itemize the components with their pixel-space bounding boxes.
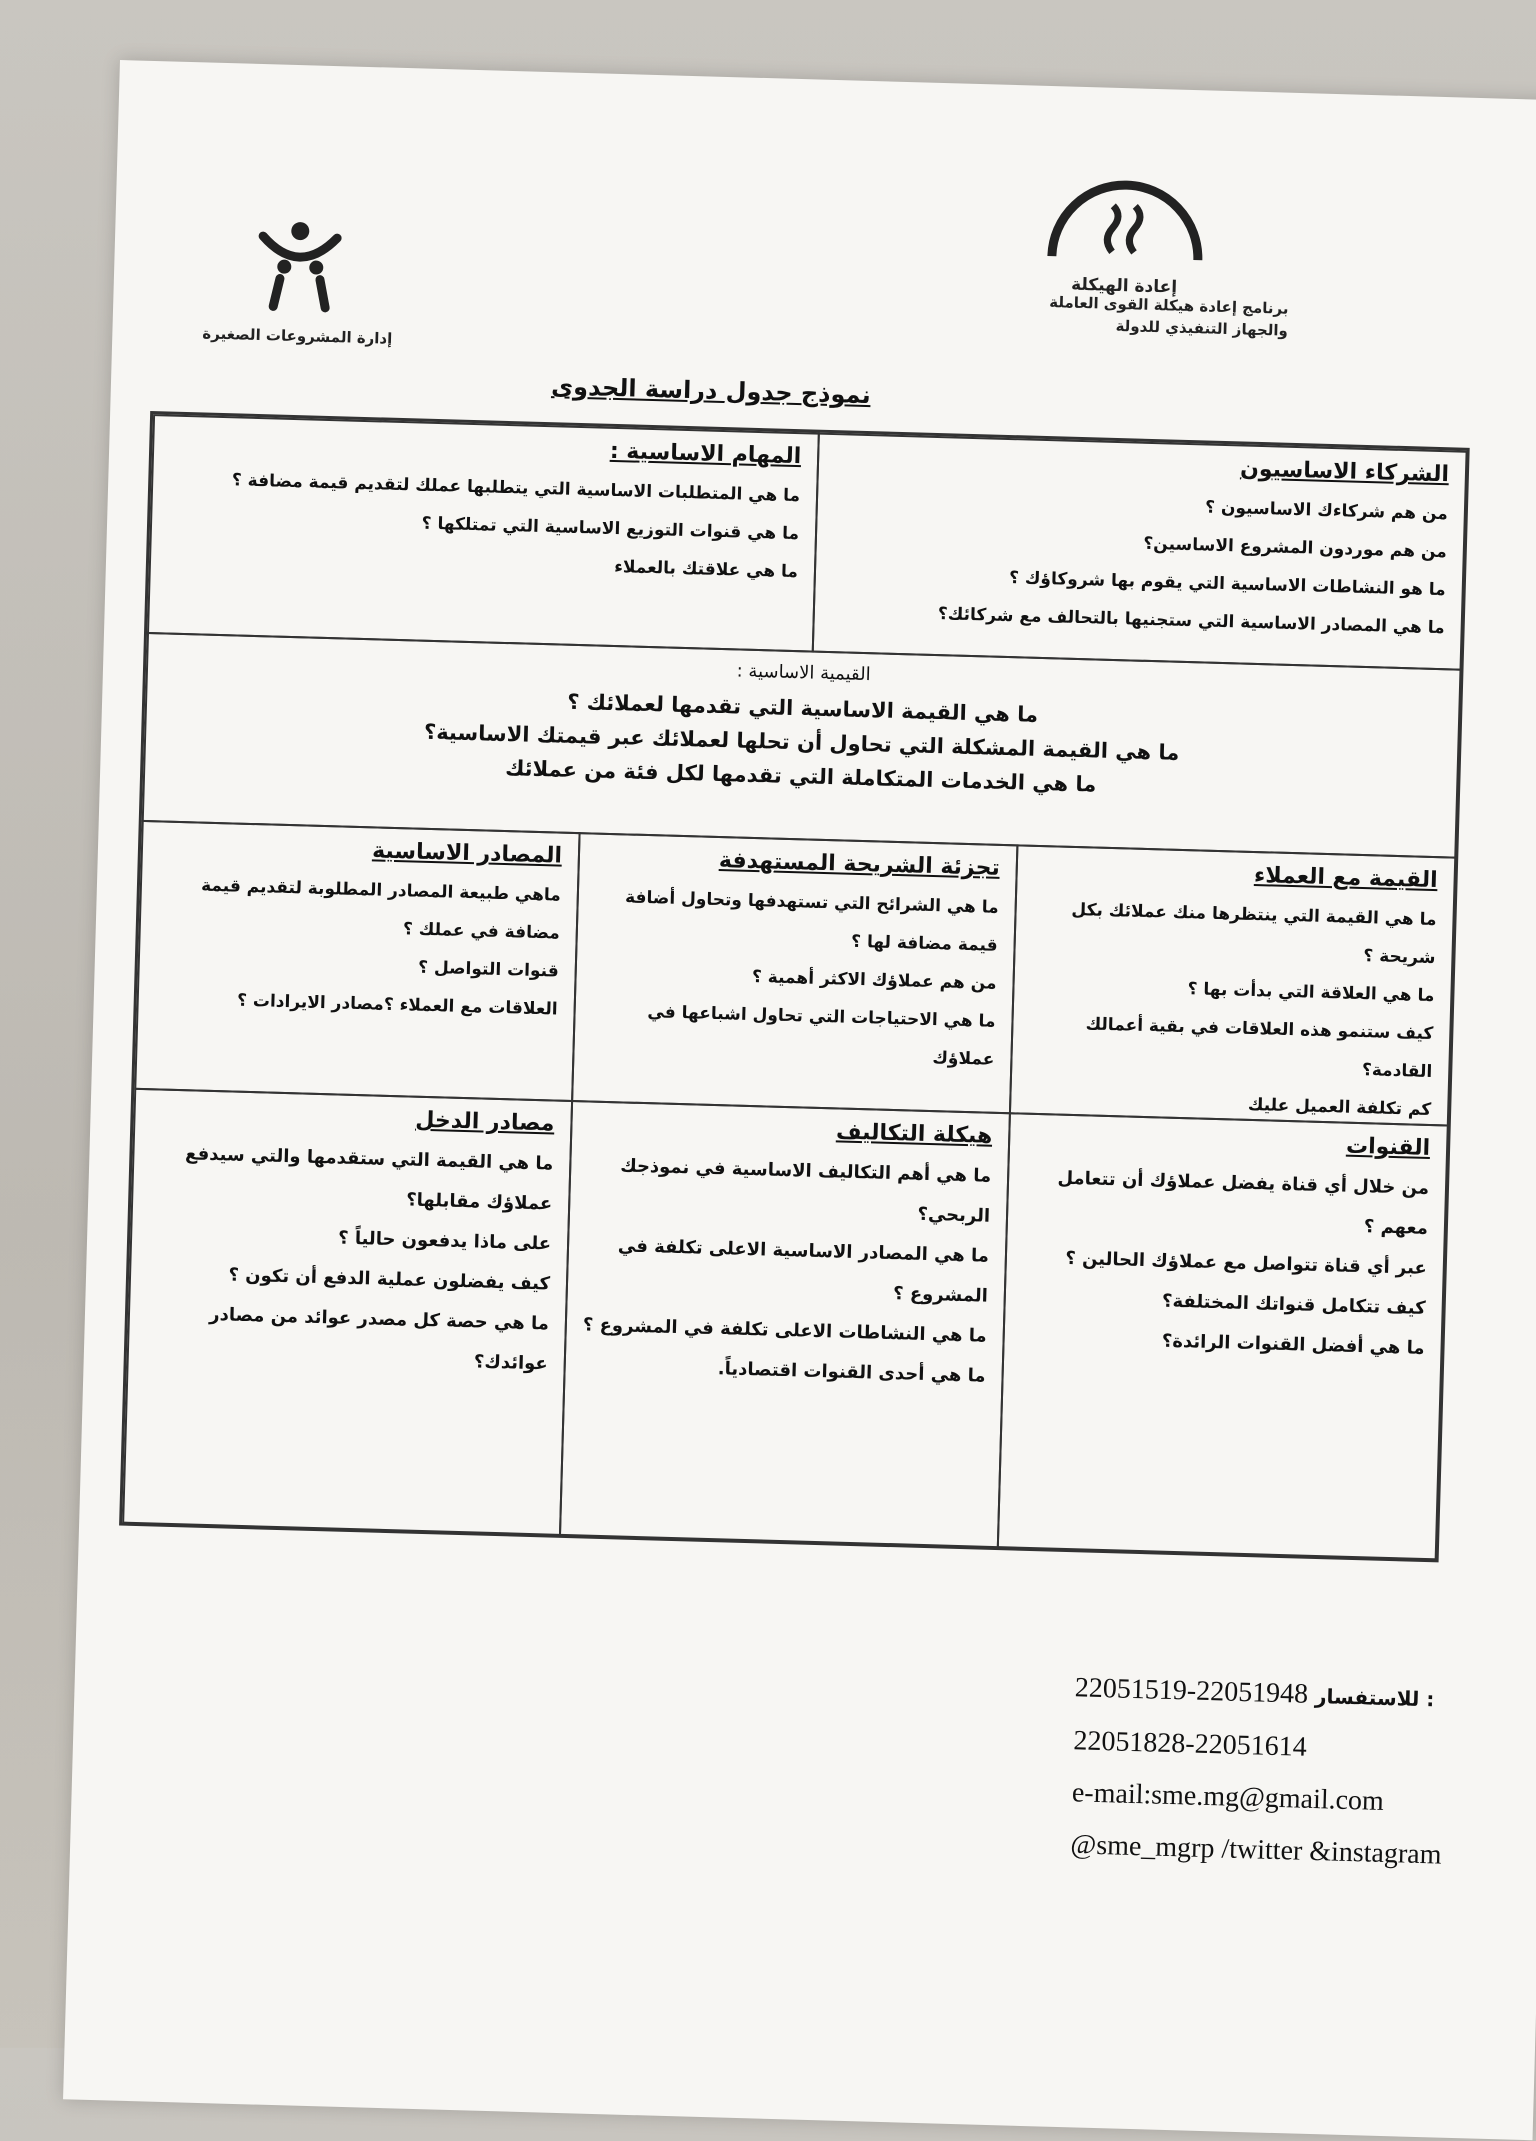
value-proposition-title: القيمية الاساسية :	[736, 660, 871, 686]
restructuring-caption: إعادة الهيكلة	[1070, 274, 1178, 298]
business-model-canvas	[119, 411, 1470, 1562]
email-line: e-mail:sme.mg@gmail.com	[1071, 1777, 1385, 1817]
key-resources-title: المصادر الاساسية	[371, 838, 563, 869]
key-partners-title: الشركاء الاساسيون	[1239, 456, 1450, 488]
social-line: @sme_mgrp /twitter &instagram	[1070, 1829, 1442, 1871]
restructuring-logo	[994, 165, 1257, 300]
program-line-1: برنامج إعادة هيكلة القوى العاملة	[1048, 293, 1289, 318]
key-partners-cell	[812, 433, 1468, 671]
channels-item: ما هي أفضل القنوات الرائدة؟	[1161, 1330, 1425, 1359]
small-projects-logo	[182, 212, 416, 348]
customer-value-item: كم تكلفة العميل عليك	[1247, 1094, 1432, 1121]
customer-value-item: كيف ستنمو هذه العلاقات في بقية أعمالك القادمة؟	[1085, 1014, 1434, 1083]
key-activities-item: ما هي علاقتك بالعملاء	[613, 557, 799, 583]
small-projects-caption: إدارة المشروعات الصغيرة	[202, 324, 393, 348]
document-title: نموذج جدول دراسة الجدوى	[550, 372, 872, 410]
key-partners-item: من هم شركاءك الاساسيون ؟	[1204, 497, 1449, 525]
restructuring-arc-icon	[1029, 166, 1222, 281]
customer-value-title: القيمة مع العملاء	[1253, 862, 1438, 894]
value-proposition-item: ما هي القيمة الاساسية التي تقدمها لعملائك ؟	[566, 689, 1039, 727]
customer-segments-item: ما هي الاحتياجات التي تحاول اشباعها في عملاؤك	[647, 1002, 996, 1070]
value-proposition-item: ما هي الخدمات المتكاملة التي تقدمها لكل فئة من عملائك	[504, 756, 1097, 797]
value-proposition-item: ما هي القيمة المشكلة التي تحاول أن تحلها لعملائك عبر قيمتك الاساسية؟	[423, 719, 1180, 765]
revenue-streams-item: على ماذا يدفعون حالياً ؟	[337, 1227, 552, 1255]
customer-segments-cell	[571, 832, 1018, 1114]
key-activities-title: المهام الاساسية :	[609, 438, 802, 470]
customer-segments-title: تجزئة الشريحة المستهدفة	[718, 848, 1001, 881]
cost-structure-item: ما هي المصادر الاساسية الاعلى تكلفة في المشروع ؟	[617, 1235, 990, 1307]
customer-value-item: ما هي العلاقة التي بدأت بها ؟	[1187, 979, 1435, 1007]
key-resources-item: العلاقات مع العملاء ؟مصادر الايرادات ؟	[236, 990, 558, 1020]
people-circle-icon	[243, 214, 356, 317]
contact-info	[1070, 1662, 1536, 1884]
revenue-streams-cell	[122, 1088, 573, 1536]
channels-item: كيف تتكامل قنواتك المختلفة؟	[1161, 1290, 1426, 1319]
phones-2: 22051828-22051614	[1073, 1725, 1308, 1763]
customer-segments-item: ما هي الشرائح التي تستهدفها وتحاول أضافة قيمة مضافة لها ؟	[624, 887, 999, 956]
document-page	[63, 60, 1536, 2140]
revenue-streams-title: مصادر الدخل	[414, 1107, 555, 1137]
cost-structure-item: ما هي أهم التكاليف الاساسية في نموذجك الربحي؟	[619, 1155, 992, 1227]
key-resources-item: ماهي طبيعة المصادر المطلوبة لتقديم قيمة مضافة في عملك ؟	[200, 875, 562, 944]
cost-structure-title: هيكلة التكاليف	[835, 1119, 993, 1149]
revenue-streams-item: ما هي حصة كل مصدر عوائد من مصادر عوائدك؟	[208, 1303, 550, 1375]
revenue-streams-item: كيف يفضلون عملية الدفع أن تكون ؟	[228, 1264, 551, 1295]
customer-value-item: ما هي القيمة التي ينتظرها منك عملائك بكل شريحة ؟	[1071, 899, 1437, 969]
phones-1: 22051519-22051948	[1074, 1672, 1309, 1710]
revenue-streams-item: ما هي القيمة التي ستقدمها والتي سيدفع عملاؤك مقابلها؟	[184, 1143, 554, 1215]
key-partners-item: ما هو النشاطات الاساسية التي يقوم بها شروكاؤك ؟	[1008, 568, 1446, 601]
key-partners-item: من هم موردون المشروع الاساسين؟	[1143, 533, 1448, 563]
cost-structure-item: ما هي النشاطات الاعلى تكلفة في المشروع ؟	[582, 1314, 987, 1347]
program-line-2: والجهاز التنفيذي للدولة	[1115, 316, 1289, 340]
program-name	[968, 289, 1289, 342]
cost-structure-item: ما هي أحدى القنوات اقتصادياً.	[717, 1358, 986, 1387]
channels-cell	[997, 1112, 1449, 1560]
key-activities-item: ما هي المتطلبات الاساسية التي يتطلبها عملك لتقديم قيمة مضافة ؟	[231, 470, 801, 507]
key-partners-item: ما هي المصادر الاساسية التي ستجنيها بالتحالف مع شركائك؟	[937, 604, 1445, 639]
channels-title: القنوات	[1345, 1133, 1431, 1162]
channels-item: عبر أي قناة تتواصل مع عملاؤك الحالين ؟	[1065, 1247, 1428, 1279]
key-resources-item: قنوات التواصل ؟	[417, 957, 559, 982]
cost-structure-cell	[559, 1100, 1011, 1548]
key-resources-cell	[134, 820, 580, 1102]
customer-segments-item: من هم عملاؤك الاكثر أهمية ؟	[751, 967, 997, 994]
key-activities-item: ما هي قنوات التوزيع الاساسية التي تمتلكها ؟	[421, 513, 800, 545]
key-activities-cell	[147, 414, 820, 653]
inquiry-label: للاستفسار :	[1314, 1684, 1435, 1712]
channels-item: من خلال أي قناة يفضل عملاؤك أن تتعامل معهم ؟	[1057, 1167, 1430, 1239]
customer-value-cell	[1009, 844, 1456, 1126]
